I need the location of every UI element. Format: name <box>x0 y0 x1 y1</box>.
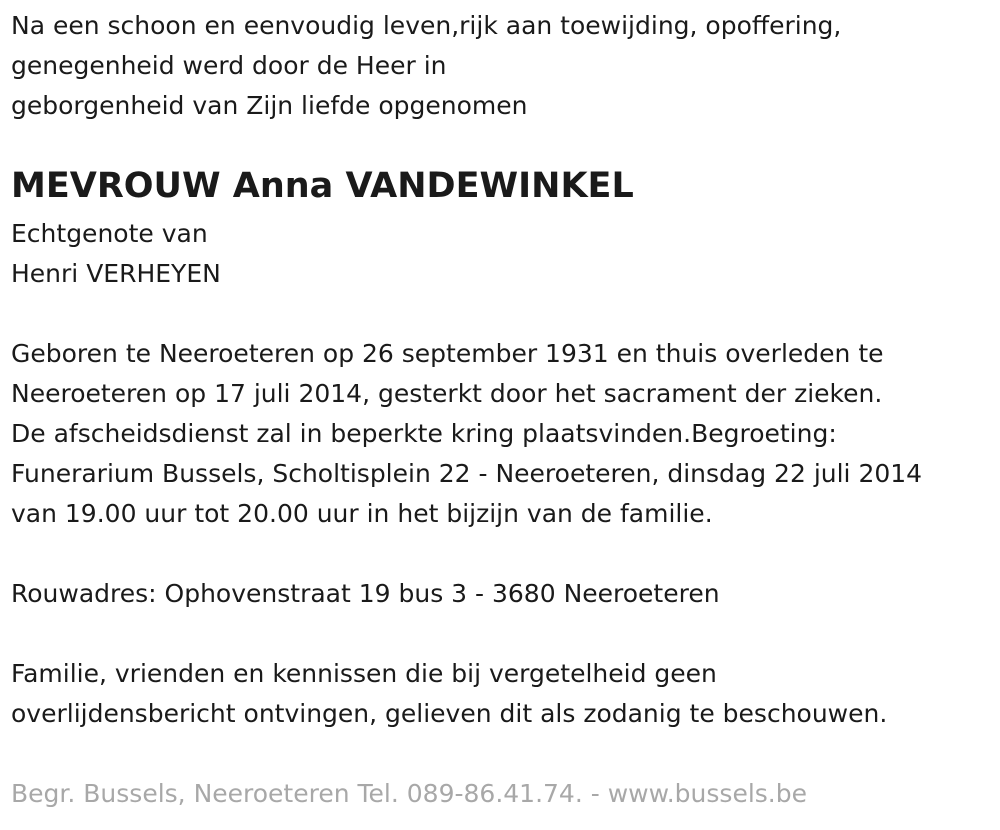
spouse-label: Echtgenote van <box>11 219 208 248</box>
intro-line-1: Na een schoon en eenvoudig leven,rijk aan toewijding, opoffering, <box>11 11 842 40</box>
intro-text <box>11 6 841 126</box>
details-line-5: van 19.00 uur tot 20.00 uur in het bijzijn van de familie. <box>11 499 713 528</box>
address-line: Rouwadres: Ophovenstraat 19 bus 3 - 3680 Neeroeteren <box>11 579 720 608</box>
spouse-info <box>11 214 221 294</box>
details-line-4: Funerarium Bussels, Scholtisplein 22 - Neeroeteren, dinsdag 22 juli 2014 <box>11 459 923 488</box>
details-text <box>11 334 922 534</box>
details-line-3: De afscheidsdienst zal in beperkte kring plaatsvinden.Begroeting: <box>11 419 837 448</box>
deceased-name: MEVROUW Anna VANDEWINKEL <box>11 166 634 206</box>
family-note-line-1: Familie, vrienden en kennissen die bij vergetelheid geen <box>11 659 717 688</box>
spouse-name: Henri VERHEYEN <box>11 259 221 288</box>
intro-line-3: geborgenheid van Zijn liefde opgenomen <box>11 91 528 120</box>
details-line-2: Neeroeteren op 17 juli 2014, gesterkt door het sacrament der zieken. <box>11 379 883 408</box>
intro-line-2: genegenheid werd door de Heer in <box>11 51 447 80</box>
funeral-home-footer <box>11 774 807 814</box>
family-note <box>11 654 887 734</box>
mourning-address <box>11 574 720 614</box>
footer-line: Begr. Bussels, Neeroeteren Tel. 089-86.41.74. - www.bussels.be <box>11 779 807 808</box>
family-note-line-2: overlijdensbericht ontvingen, gelieven dit als zodanig te beschouwen. <box>11 699 888 728</box>
details-line-1: Geboren te Neeroeteren op 26 september 1931 en thuis overleden te <box>11 339 884 368</box>
